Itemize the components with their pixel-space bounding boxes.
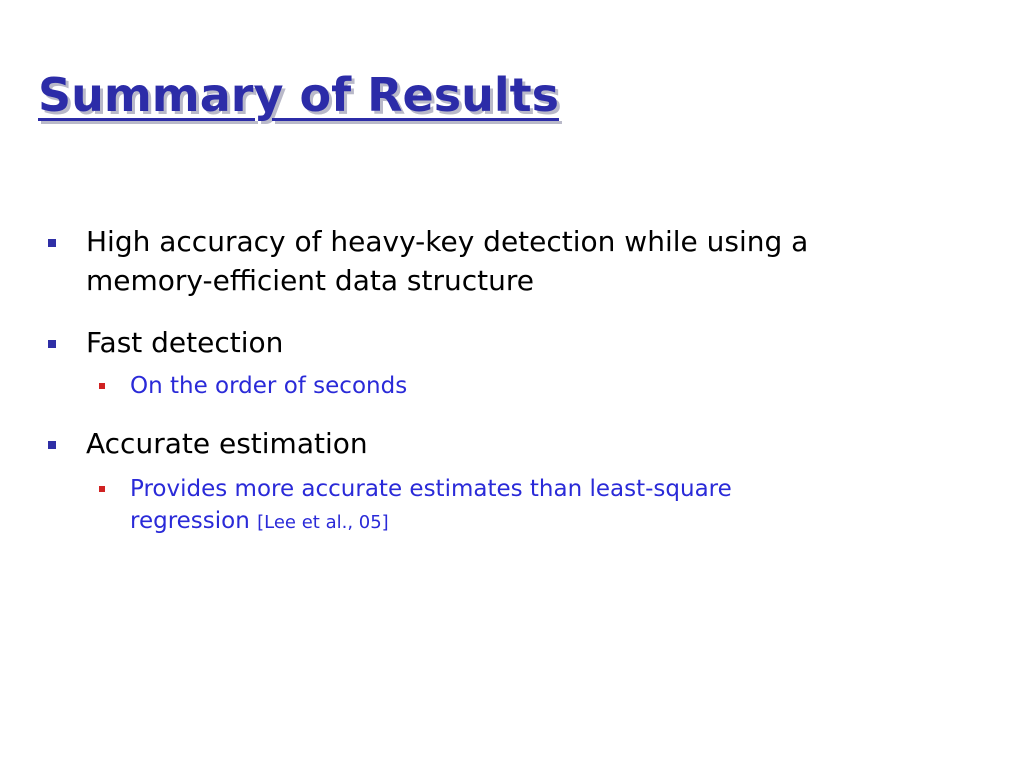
square-bullet-icon [48,340,56,348]
bullet-item [86,222,926,300]
bullet-text: High accuracy of heavy-key detection while using a memory-efficient data structure [86,225,809,297]
bullet-item [86,323,926,362]
sub-bullet-item [130,370,850,402]
square-bullet-icon [48,441,56,449]
sub-bullet-text: On the order of seconds [130,373,408,399]
sub-bullet-text: Provides more accurate estimates than least-square regression [130,476,732,534]
bullet-item [86,424,926,463]
square-bullet-icon [48,239,56,247]
square-bullet-icon [99,383,105,389]
citation: [Lee et al., 05] [257,512,389,533]
sub-bullet-item [130,473,850,539]
square-bullet-icon [99,486,105,492]
bullet-text: Fast detection [86,326,284,359]
slide-title: Summary of Results [38,68,559,122]
bullet-text: Accurate estimation [86,427,368,460]
